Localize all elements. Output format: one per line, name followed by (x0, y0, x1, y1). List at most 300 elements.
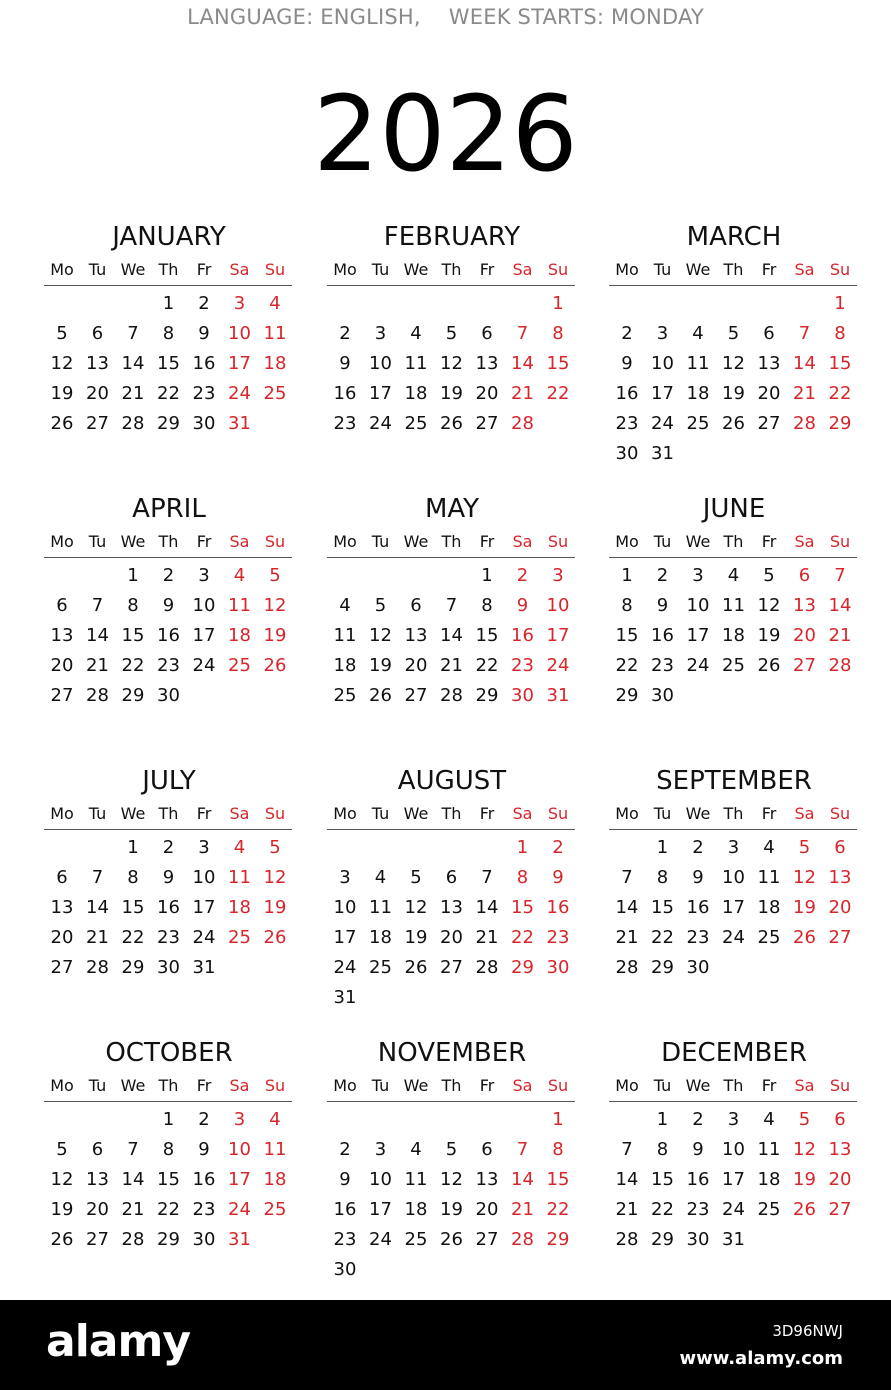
day-cell: 8 (656, 867, 669, 888)
weekday-header: Mo (50, 804, 74, 823)
day-cell: 6 (481, 1139, 493, 1160)
day-cell: 4 (339, 595, 351, 616)
day-cell: 23 (157, 927, 180, 948)
day-cell: 24 (228, 1199, 251, 1220)
day-cell: 17 (651, 383, 674, 404)
day-cell: 4 (763, 1109, 775, 1130)
day-cell: 13 (828, 1139, 852, 1160)
day-cell: 9 (692, 867, 704, 888)
day-cell: 9 (162, 595, 175, 616)
day-cell: 16 (333, 383, 357, 404)
day-cell: 30 (686, 957, 710, 978)
day-cell: 30 (157, 957, 180, 978)
day-cell: 12 (404, 897, 428, 918)
weekday-header: Fr (196, 260, 212, 279)
day-cell: 28 (440, 685, 463, 706)
day-cell: 8 (162, 1139, 175, 1160)
day-cell: 19 (263, 625, 287, 646)
day-cell: 18 (404, 1199, 428, 1220)
day-cell: 18 (369, 927, 392, 948)
day-cell: 24 (546, 655, 570, 676)
weekday-header: Su (829, 1076, 851, 1095)
day-cell: 9 (621, 353, 633, 374)
day-cell: 25 (404, 1229, 428, 1250)
month-name: JULY (142, 766, 196, 796)
day-cell: 11 (333, 625, 357, 646)
day-cell: 28 (828, 655, 852, 676)
day-cell: 18 (228, 897, 251, 918)
day-cell: 6 (834, 837, 846, 858)
day-cell: 26 (440, 413, 463, 434)
day-cell: 12 (263, 867, 287, 888)
weekday-header: Th (158, 804, 179, 823)
day-cell: 5 (374, 595, 387, 616)
weekday-header: We (685, 260, 711, 279)
month-name: AUGUST (397, 766, 507, 796)
day-cell: 27 (86, 413, 109, 434)
header-divider (327, 829, 575, 830)
day-cell: 10 (333, 897, 357, 918)
day-cell: 9 (656, 595, 669, 616)
day-cell: 6 (445, 867, 458, 888)
header-divider (327, 557, 575, 558)
day-cell: 11 (757, 867, 781, 888)
day-cell: 5 (56, 1139, 68, 1160)
day-cell: 22 (651, 927, 674, 948)
day-cell: 20 (86, 383, 109, 404)
day-cell: 20 (828, 1169, 852, 1190)
day-cell: 21 (86, 927, 109, 948)
day-cell: 9 (162, 867, 175, 888)
weekday-header: Mo (333, 532, 357, 551)
day-cell: 31 (722, 1229, 745, 1250)
day-cell: 10 (369, 353, 392, 374)
day-cell: 27 (86, 1229, 109, 1250)
month-name: DECEMBER (661, 1038, 807, 1068)
day-cell: 22 (121, 927, 145, 948)
day-cell: 10 (722, 1139, 745, 1160)
weekday-header: Tu (653, 804, 672, 823)
day-cell: 10 (651, 353, 674, 374)
day-cell: 4 (374, 867, 387, 888)
day-cell: 23 (157, 655, 180, 676)
day-cell: 10 (722, 867, 745, 888)
day-cell: 14 (86, 625, 109, 646)
weekday-header: Sa (794, 804, 815, 823)
day-cell: 26 (50, 413, 74, 434)
day-cell: 8 (127, 867, 139, 888)
day-cell: 14 (511, 353, 534, 374)
day-cell: 19 (793, 897, 816, 918)
day-cell: 3 (727, 1109, 740, 1130)
day-cell: 5 (798, 837, 811, 858)
day-cell: 4 (233, 837, 246, 858)
day-cell: 20 (440, 927, 463, 948)
day-cell: 31 (333, 987, 357, 1008)
day-cell: 10 (369, 1169, 392, 1190)
day-cell: 1 (127, 837, 139, 858)
day-cell: 28 (615, 1229, 639, 1250)
header-divider (44, 285, 292, 286)
day-cell: 12 (793, 1139, 816, 1160)
day-cell: 1 (834, 293, 846, 314)
day-cell: 24 (192, 927, 216, 948)
day-cell: 25 (757, 1199, 781, 1220)
day-cell: 18 (333, 655, 357, 676)
day-cell: 26 (440, 1229, 463, 1250)
day-cell: 11 (228, 867, 251, 888)
day-cell: 23 (686, 1199, 710, 1220)
day-cell: 26 (50, 1229, 74, 1250)
day-cell: 8 (621, 595, 633, 616)
day-cell: 26 (263, 927, 287, 948)
day-cell: 11 (404, 1169, 428, 1190)
weekday-header: Th (441, 532, 462, 551)
day-cell: 6 (56, 867, 68, 888)
day-cell: 28 (86, 685, 109, 706)
weekday-header: Sa (794, 1076, 815, 1095)
day-cell: 10 (228, 323, 251, 344)
weekday-header: Fr (479, 804, 495, 823)
day-cell: 16 (651, 625, 674, 646)
weekday-header: We (120, 1076, 146, 1095)
day-cell: 11 (757, 1139, 781, 1160)
day-cell: 12 (50, 353, 74, 374)
day-cell: 18 (404, 383, 428, 404)
day-cell: 19 (757, 625, 781, 646)
weekday-header: Tu (653, 1076, 672, 1095)
day-cell: 27 (440, 957, 463, 978)
day-cell: 14 (615, 1169, 639, 1190)
day-cell: 23 (192, 1199, 216, 1220)
weekday-header: Mo (50, 260, 74, 279)
day-cell: 13 (475, 1169, 499, 1190)
day-cell: 12 (722, 353, 745, 374)
weekday-header: Fr (761, 1076, 777, 1095)
day-cell: 17 (546, 625, 570, 646)
day-cell: 18 (263, 353, 287, 374)
day-cell: 23 (651, 655, 674, 676)
weekday-header: Sa (229, 260, 250, 279)
day-cell: 6 (410, 595, 422, 616)
day-cell: 20 (50, 655, 74, 676)
day-cell: 26 (263, 655, 287, 676)
weekday-header: Mo (50, 1076, 74, 1095)
day-cell: 1 (621, 565, 633, 586)
day-cell: 30 (192, 1229, 216, 1250)
day-cell: 26 (757, 655, 781, 676)
month-name: OCTOBER (105, 1038, 233, 1068)
day-cell: 2 (339, 1139, 351, 1160)
day-cell: 21 (511, 383, 534, 404)
weekday-header: Mo (615, 1076, 639, 1095)
day-cell: 15 (157, 1169, 180, 1190)
month-name: JUNE (702, 494, 766, 524)
day-cell: 1 (162, 1109, 175, 1130)
day-cell: 18 (228, 625, 251, 646)
day-cell: 7 (834, 565, 846, 586)
day-cell: 25 (228, 927, 251, 948)
day-cell: 6 (91, 323, 104, 344)
day-cell: 28 (475, 957, 499, 978)
day-cell: 13 (475, 353, 499, 374)
day-cell: 12 (793, 867, 816, 888)
weekday-header: Su (547, 804, 569, 823)
day-cell: 27 (828, 1199, 852, 1220)
day-cell: 18 (686, 383, 710, 404)
day-cell: 2 (656, 565, 669, 586)
day-cell: 23 (546, 927, 570, 948)
day-cell: 29 (121, 685, 145, 706)
day-cell: 16 (686, 1169, 710, 1190)
day-cell: 8 (127, 595, 139, 616)
day-cell: 3 (656, 323, 669, 344)
weekday-header: Fr (761, 804, 777, 823)
day-cell: 30 (192, 413, 216, 434)
day-cell: 8 (656, 1139, 669, 1160)
calendar-settings-header (0, 5, 891, 29)
day-cell: 24 (333, 957, 357, 978)
day-cell: 6 (763, 323, 775, 344)
weekday-header: Su (264, 532, 286, 551)
day-cell: 4 (727, 565, 740, 586)
day-cell: 12 (369, 625, 392, 646)
day-cell: 10 (686, 595, 710, 616)
alamy-logo: alamy (46, 1316, 190, 1367)
day-cell: 3 (233, 1109, 246, 1130)
day-cell: 17 (686, 625, 710, 646)
day-cell: 29 (615, 685, 639, 706)
weekday-header: Su (547, 1076, 569, 1095)
day-cell: 10 (192, 595, 216, 616)
weekday-header: Mo (50, 532, 74, 551)
day-cell: 16 (686, 897, 710, 918)
weekday-header: Su (264, 260, 286, 279)
day-cell: 24 (651, 413, 674, 434)
weekday-header: Mo (615, 804, 639, 823)
day-cell: 9 (516, 595, 529, 616)
day-cell: 4 (763, 837, 775, 858)
day-cell: 31 (546, 685, 570, 706)
day-cell: 5 (727, 323, 740, 344)
day-cell: 5 (445, 1139, 458, 1160)
day-cell: 7 (798, 323, 811, 344)
day-cell: 3 (198, 837, 210, 858)
month-name: MAY (424, 494, 480, 524)
day-cell: 28 (511, 1229, 534, 1250)
weekday-header: Mo (615, 260, 639, 279)
header-divider (44, 557, 292, 558)
header-divider (609, 285, 857, 286)
day-cell: 29 (157, 413, 180, 434)
day-cell: 5 (445, 323, 458, 344)
day-cell: 21 (475, 927, 499, 948)
day-cell: 4 (410, 1139, 422, 1160)
day-cell: 16 (192, 353, 216, 374)
year-title: 2026 (313, 73, 578, 195)
header-divider (327, 1101, 575, 1102)
weekday-header: Tu (653, 532, 672, 551)
day-cell: 12 (757, 595, 781, 616)
day-cell: 28 (511, 413, 534, 434)
day-cell: 3 (198, 565, 210, 586)
day-cell: 11 (228, 595, 251, 616)
weekday-header: Fr (196, 532, 212, 551)
day-cell: 10 (192, 867, 216, 888)
weekday-header: Fr (196, 1076, 212, 1095)
day-cell: 21 (121, 383, 145, 404)
day-cell: 15 (651, 897, 674, 918)
day-cell: 7 (91, 595, 104, 616)
weekday-header: Tu (88, 1076, 107, 1095)
weekday-header: Su (829, 532, 851, 551)
day-cell: 22 (651, 1199, 674, 1220)
day-cell: 16 (333, 1199, 357, 1220)
day-cell: 13 (404, 625, 428, 646)
language-label: LANGUAGE: ENGLISH, (187, 5, 421, 29)
day-cell: 3 (233, 293, 246, 314)
weekday-header: Fr (761, 260, 777, 279)
day-cell: 23 (511, 655, 534, 676)
day-cell: 25 (369, 957, 392, 978)
day-cell: 15 (546, 353, 570, 374)
weekday-header: We (403, 1076, 429, 1095)
weekday-header: Tu (371, 532, 390, 551)
day-cell: 18 (722, 625, 745, 646)
day-cell: 2 (516, 565, 529, 586)
weekday-header: Fr (479, 532, 495, 551)
day-cell: 6 (798, 565, 811, 586)
weekday-header: Su (547, 532, 569, 551)
day-cell: 4 (269, 293, 281, 314)
day-cell: 1 (552, 293, 564, 314)
weekday-header: We (685, 1076, 711, 1095)
day-cell: 31 (192, 957, 216, 978)
day-cell: 7 (445, 595, 458, 616)
day-cell: 15 (121, 897, 145, 918)
site-url: www.alamy.com (679, 1348, 843, 1369)
weekday-header: We (685, 804, 711, 823)
day-cell: 8 (481, 595, 493, 616)
day-cell: 16 (157, 897, 180, 918)
day-cell: 7 (127, 1139, 139, 1160)
day-cell: 2 (162, 837, 175, 858)
day-cell: 20 (404, 655, 428, 676)
day-cell: 23 (333, 413, 357, 434)
weekday-header: We (403, 260, 429, 279)
day-cell: 7 (621, 867, 633, 888)
day-cell: 2 (552, 837, 564, 858)
day-cell: 11 (263, 323, 287, 344)
day-cell: 27 (757, 413, 781, 434)
weekday-header: Sa (229, 532, 250, 551)
weekday-header: Th (158, 260, 179, 279)
day-cell: 19 (404, 927, 428, 948)
day-cell: 27 (475, 413, 499, 434)
day-cell: 5 (763, 565, 775, 586)
weekday-header: Sa (794, 260, 815, 279)
weekday-header: Fr (761, 532, 777, 551)
day-cell: 1 (656, 1109, 669, 1130)
weekday-header: Sa (229, 804, 250, 823)
day-cell: 14 (475, 897, 499, 918)
day-cell: 14 (828, 595, 852, 616)
day-cell: 29 (651, 1229, 674, 1250)
day-cell: 12 (440, 353, 463, 374)
day-cell: 24 (192, 655, 216, 676)
month-name: JANUARY (112, 222, 226, 252)
weekday-header: Su (547, 260, 569, 279)
day-cell: 30 (686, 1229, 710, 1250)
day-cell: 28 (86, 957, 109, 978)
day-cell: 14 (121, 1169, 145, 1190)
day-cell: 13 (50, 625, 74, 646)
day-cell: 30 (615, 443, 639, 464)
day-cell: 20 (793, 625, 816, 646)
day-cell: 13 (757, 353, 781, 374)
day-cell: 19 (50, 383, 74, 404)
day-cell: 28 (793, 413, 816, 434)
weekday-header: Th (723, 1076, 744, 1095)
day-cell: 25 (228, 655, 251, 676)
day-cell: 22 (615, 655, 639, 676)
day-cell: 5 (56, 323, 68, 344)
day-cell: 25 (263, 1199, 287, 1220)
month-name: NOVEMBER (377, 1038, 527, 1068)
day-cell: 22 (828, 383, 852, 404)
day-cell: 27 (50, 685, 74, 706)
day-cell: 8 (834, 323, 846, 344)
day-cell: 4 (269, 1109, 281, 1130)
day-cell: 1 (162, 293, 175, 314)
weekday-header: Sa (512, 260, 533, 279)
day-cell: 22 (546, 383, 570, 404)
day-cell: 22 (475, 655, 499, 676)
day-cell: 30 (333, 1259, 357, 1280)
day-cell: 30 (157, 685, 180, 706)
day-cell: 11 (369, 897, 392, 918)
weekday-header: Mo (333, 1076, 357, 1095)
day-cell: 18 (263, 1169, 287, 1190)
day-cell: 25 (333, 685, 357, 706)
day-cell: 13 (828, 867, 852, 888)
day-cell: 1 (127, 565, 139, 586)
weekday-header: Th (441, 1076, 462, 1095)
day-cell: 16 (511, 625, 534, 646)
day-cell: 16 (615, 383, 639, 404)
day-cell: 27 (404, 685, 428, 706)
day-cell: 14 (440, 625, 463, 646)
month-name: SEPTEMBER (656, 766, 812, 796)
day-cell: 15 (828, 353, 852, 374)
day-cell: 8 (552, 1139, 564, 1160)
day-cell: 19 (440, 383, 463, 404)
weekday-header: Th (723, 260, 744, 279)
day-cell: 21 (86, 655, 109, 676)
day-cell: 29 (546, 1229, 570, 1250)
day-cell: 27 (828, 927, 852, 948)
day-cell: 17 (192, 897, 216, 918)
day-cell: 10 (546, 595, 570, 616)
day-cell: 17 (722, 897, 745, 918)
day-cell: 25 (263, 383, 287, 404)
weekday-header: Mo (615, 532, 639, 551)
day-cell: 24 (369, 413, 392, 434)
day-cell: 14 (86, 897, 109, 918)
weekday-header: Fr (479, 1076, 495, 1095)
day-cell: 1 (481, 565, 493, 586)
day-cell: 12 (263, 595, 287, 616)
